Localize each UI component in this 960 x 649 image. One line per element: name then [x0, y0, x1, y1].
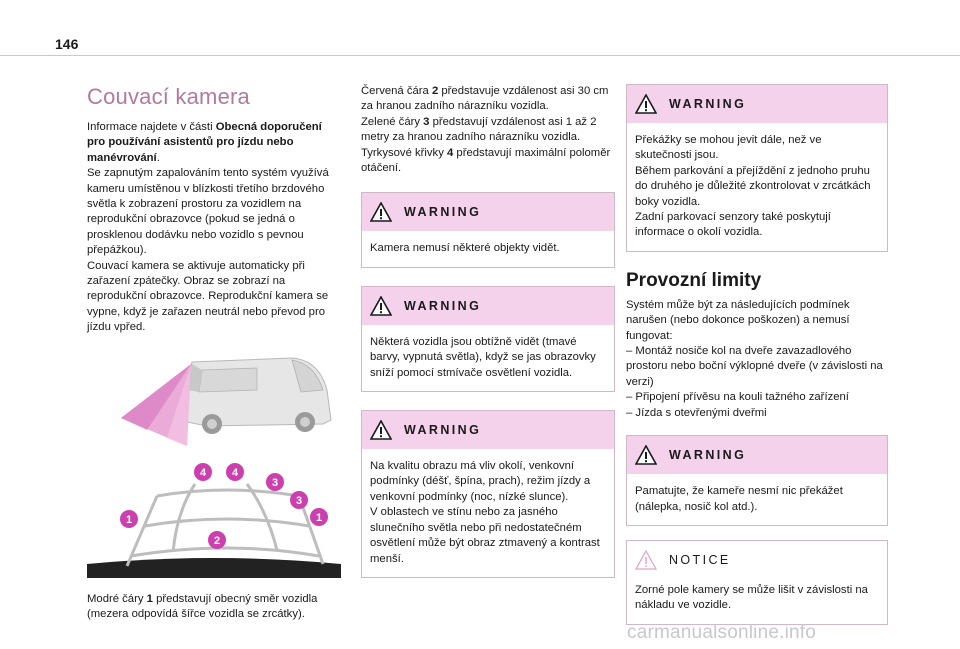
notice-text: Zorné pole kamery se může lišit v závislosti na nákladu ve vozidle.	[635, 583, 868, 612]
warning-text: Kamera nemusí některé objekty vidět.	[370, 242, 560, 255]
marker-label: 4	[199, 466, 207, 479]
marker-label: 1	[315, 511, 323, 524]
warning-text: Některá vozidla jsou obtížně vidět (tmavé barvy, vypnutá světla), když se jas obrazovky sníží pomocí stmívače osvětlení vozidla.	[370, 335, 596, 379]
page-number: 146	[55, 36, 79, 52]
warning-triangle-icon	[635, 445, 657, 465]
intro-paragraph	[87, 120, 341, 166]
caption-number: 1	[146, 592, 153, 605]
camera-view-illustration	[87, 456, 341, 578]
green-line-prefix: Zelené čáry	[361, 115, 424, 128]
limits-list	[626, 344, 888, 421]
marker-label: 4	[231, 466, 239, 479]
warning-label: WARNING	[669, 448, 747, 463]
warning-text	[627, 123, 887, 251]
warning-label: WARNING	[404, 205, 482, 220]
warning-box-3	[361, 410, 615, 578]
header-rule	[0, 55, 960, 56]
warning-text-part: Překážky se mohou jevit dále, než ve skutečnosti jsou.	[635, 134, 822, 162]
marker-label: 3	[295, 494, 303, 507]
curve-number: 4	[447, 146, 454, 159]
warning-header	[362, 193, 614, 231]
curve-suffix: představují maximální poloměr otáčení.	[361, 146, 611, 175]
red-line-number: 2	[431, 85, 439, 97]
warning-text-part: Během parkování a přejíždění z jednoho pruhu do druhého je důležité zkontrolovat v zrcátkách boky vozidla.	[635, 164, 871, 208]
caption-suffix: představují obecný směr vozidla (mezera odpovídá šířce vozidla se zrcátky).	[87, 592, 318, 621]
column-2	[361, 84, 615, 578]
camera-caption	[87, 592, 341, 623]
warning-text: Pamatujte, že kameře nesmí nic překážet (nálepka, nosič kol atd.).	[635, 485, 843, 513]
warning-text-part: V oblastech ve stínu nebo za jasného slunečního světla nebo při nedostatečném osvětlení může být obraz ztmavený a kontrast menší.	[370, 506, 600, 565]
curve-text	[361, 146, 615, 177]
warning-text	[362, 449, 614, 577]
watermark: carmanualsonline.info	[627, 622, 817, 643]
red-line-prefix: Červená čára	[361, 85, 432, 97]
warning-triangle-icon	[370, 296, 392, 316]
caption-prefix: Modré čáry	[87, 592, 147, 605]
warning-box-5	[626, 435, 888, 526]
warning-header	[362, 287, 614, 325]
intro-suffix: .	[156, 151, 160, 164]
warning-box-1	[361, 192, 615, 267]
notice-box	[626, 540, 888, 625]
limits-intro: Systém může být za následujících podmínek narušen (nebo dokonce poškozen) a nemusí fungovat:	[626, 298, 850, 342]
warning-text-part: Na kvalitu obrazu má vliv okolí, venkovní podmínky (déšť, špína, prach), režim jízdy a venkovní podmínky (noc, nízké slunce).	[370, 460, 591, 503]
warning-label: WARNING	[404, 423, 482, 438]
red-line-text	[361, 84, 615, 115]
green-line-number: 3	[423, 115, 430, 128]
marker-label: 1	[125, 513, 133, 526]
section-title: Couvací kamera	[87, 84, 250, 109]
curve-prefix: Tyrkysové křivky	[361, 146, 447, 159]
warning-header	[362, 411, 614, 449]
list-item: – Připojení přívěsu na kouli tažného zařízení	[626, 391, 849, 404]
warning-triangle-icon	[635, 94, 657, 114]
intro-link-text: Obecná doporučení pro používání asistentů pro jízdu nebo manévrování	[87, 121, 322, 164]
paragraph-1: Se zapnutým zapalováním tento systém využívá kameru umístěnou v blízkosti třetího brzdového světla k zobrazení prostoru za vozidlem na reprodukční obrazovce (pokud se jedná o prosklenou dodávku nebo vozidlo s pevnou přepážkou).	[87, 167, 329, 257]
warning-box-4	[626, 84, 888, 252]
notice-header	[627, 541, 887, 579]
limits-title: Provozní limity	[626, 269, 762, 291]
list-item: – Montáž nosiče kol na dveře zavazadlového prostoru nebo boční výklopné dveře (v závislosti na verzi)	[626, 345, 883, 388]
warning-label: WARNING	[404, 298, 482, 313]
warning-header	[627, 436, 887, 474]
column-1	[87, 84, 341, 623]
notice-triangle-icon	[635, 550, 657, 570]
warning-label: WARNING	[669, 97, 747, 111]
marker-label: 3	[271, 476, 279, 489]
column-3	[626, 84, 888, 625]
list-item: – Jízda s otevřenými dveřmi	[626, 406, 767, 419]
warning-box-2	[361, 286, 615, 392]
red-line-suffix: představuje vzdálenost asi 30 cm za hranou zadního nárazníku vozidla.	[361, 85, 609, 113]
warning-triangle-icon	[370, 202, 392, 222]
paragraph-2: Couvací kamera se aktivuje automaticky při zařazení zpátečky. Obraz se zobrazí na reprodukční obrazovce. Reprodukční kamera se vypne, když je zařazen neutrál nebo převod pro jízdu vpřed.	[87, 259, 329, 334]
intro-prefix: Informace najdete v části	[87, 121, 216, 133]
warning-text-part: Zadní parkovací senzory také poskytují informace o okolí vozidla.	[635, 211, 831, 239]
warning-triangle-icon	[370, 420, 392, 440]
notice-label: NOTICE	[669, 552, 731, 567]
warning-header	[627, 85, 887, 123]
green-line-suffix: představují vzdálenost asi 1 až 2 metry za hranou zadního nárazníku vozidla.	[361, 115, 597, 144]
marker-label: 2	[213, 534, 221, 547]
green-line-text	[361, 115, 615, 146]
car-camera-illustration	[87, 350, 341, 450]
